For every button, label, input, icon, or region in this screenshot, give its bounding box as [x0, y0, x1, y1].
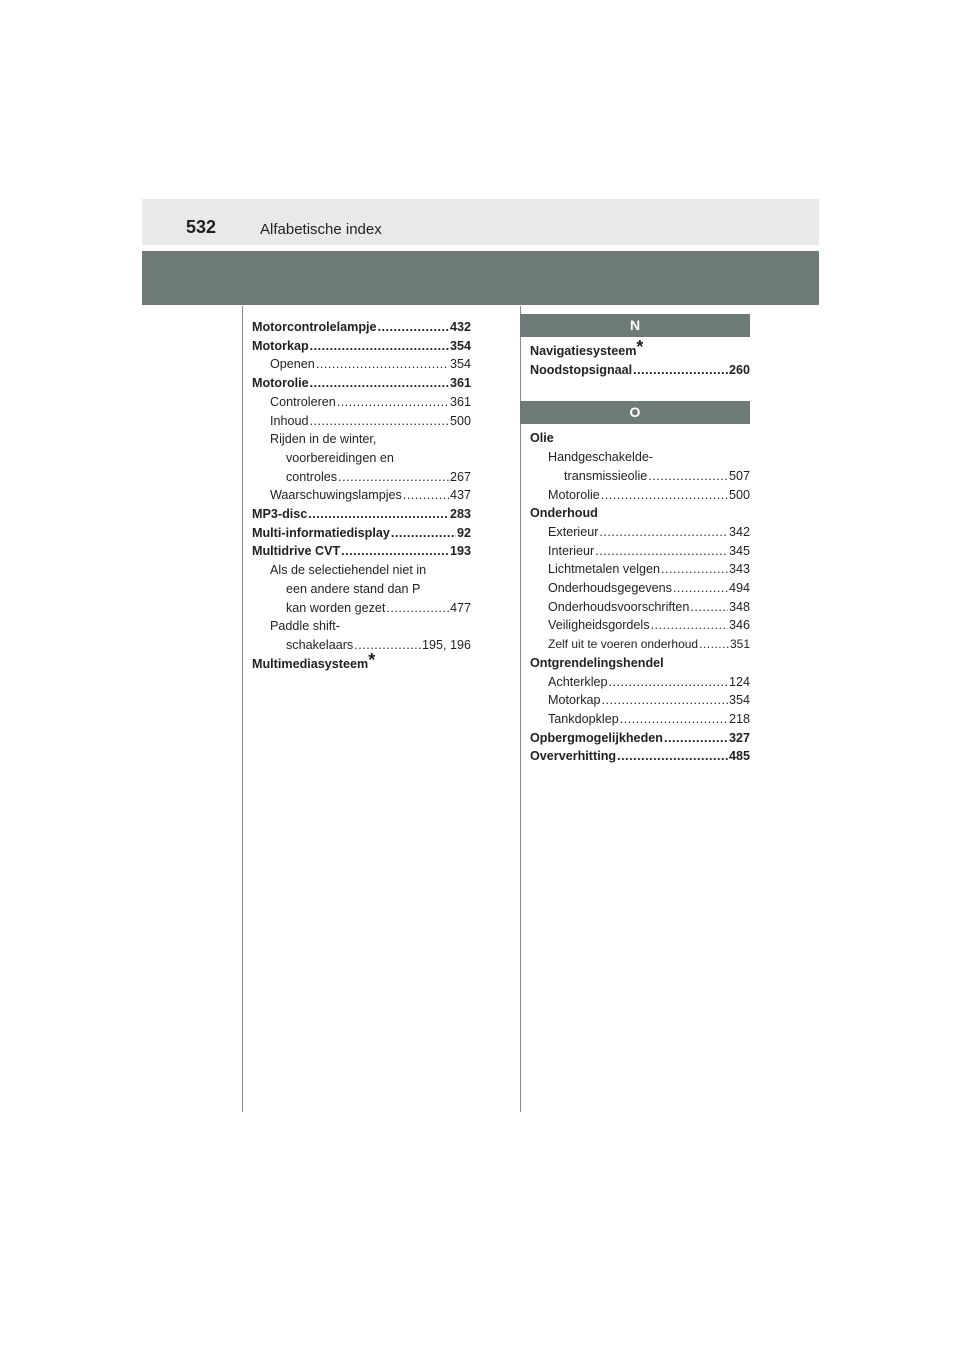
index-subentry: transmissieolie ..... 507 — [530, 467, 750, 486]
index-subentry: Interieur ..... 345 — [530, 542, 750, 561]
index-entry: Noodstopsignaal ..... 260 — [530, 361, 750, 380]
index-subentry: Openen ..... 354 — [252, 355, 471, 374]
index-subentry-text: voorbereidingen en — [286, 450, 394, 465]
page-number: 532 — [186, 217, 217, 237]
index-column-left — [252, 318, 471, 673]
index-subentry: kan worden gezet ..... 477 — [252, 599, 471, 618]
index-entry: Ontgrendelingshendel — [530, 655, 664, 670]
index-entry: Multi-informatiedisplay ..... 92 — [252, 524, 471, 543]
index-subentry-text: Als de selectiehendel niet in — [270, 563, 427, 578]
letter-heading-n: N — [520, 314, 750, 337]
index-subentry: Onderhoudsvoorschriften ..... 348 — [530, 598, 750, 617]
index-entry: Navigatiesysteem* — [530, 337, 644, 358]
index-entry: MP3-disc ..... 283 — [252, 505, 471, 524]
index-subentry: Controleren ..... 361 — [252, 393, 471, 412]
index-subentry: Waarschuwingslampjes ..... 437 — [252, 486, 471, 505]
index-subentry-text: Handgeschakelde- — [548, 450, 654, 465]
index-subentry: Tankdopklep ..... 218 — [530, 710, 750, 729]
index-subentry: Inhoud ..... 500 — [252, 412, 471, 431]
index-entry: Oververhitting ..... 485 — [530, 747, 750, 766]
asterisk-marker: * — [368, 649, 376, 670]
index-subentry: Exterieur ..... 342 — [530, 523, 750, 542]
index-subentry: Veiligheidsgordels ..... 346 — [530, 616, 750, 635]
index-subentry-text: Paddle shift- — [270, 619, 341, 634]
letter-heading-o: O — [520, 401, 750, 424]
index-column-right — [520, 314, 750, 766]
index-entry: Motorcontrolelampje ..... 432 — [252, 318, 471, 337]
index-subentry: schakelaars ..... 195, 196 — [252, 636, 471, 655]
index-subentry: Onderhoudsgegevens ..... 494 — [530, 579, 750, 598]
index-subentry-text: een andere stand dan P — [286, 581, 421, 596]
index-subentry: controles ..... 267 — [252, 468, 471, 487]
index-entry: Motorkap ..... 354 — [252, 337, 471, 356]
index-subentry: Lichtmetalen velgen ..... 343 — [530, 560, 750, 579]
header-bar — [142, 199, 819, 245]
index-entry: Motorolie ..... 361 — [252, 374, 471, 393]
index-entry: Onderhoud — [530, 506, 598, 521]
index-subentry: Motorolie ..... 500 — [530, 486, 750, 505]
index-subentry-text: Rijden in de winter, — [270, 432, 377, 447]
index-subentry: Motorkap ..... 354 — [530, 691, 750, 710]
index-entry: Multidrive CVT ..... 193 — [252, 542, 471, 561]
index-entry: Opbergmogelijkheden ..... 327 — [530, 729, 750, 748]
asterisk-marker: * — [636, 337, 644, 357]
section-title: Alfabetische index — [260, 221, 382, 238]
index-entry: Olie — [530, 431, 554, 446]
column-divider-left — [242, 306, 243, 1112]
index-subentry: Zelf uit te voeren onderhoud ..... 351 — [530, 635, 750, 654]
index-entry: Multimediasysteem* — [252, 649, 376, 671]
header-band — [142, 251, 819, 305]
index-subentry: Achterklep ..... 124 — [530, 673, 750, 692]
